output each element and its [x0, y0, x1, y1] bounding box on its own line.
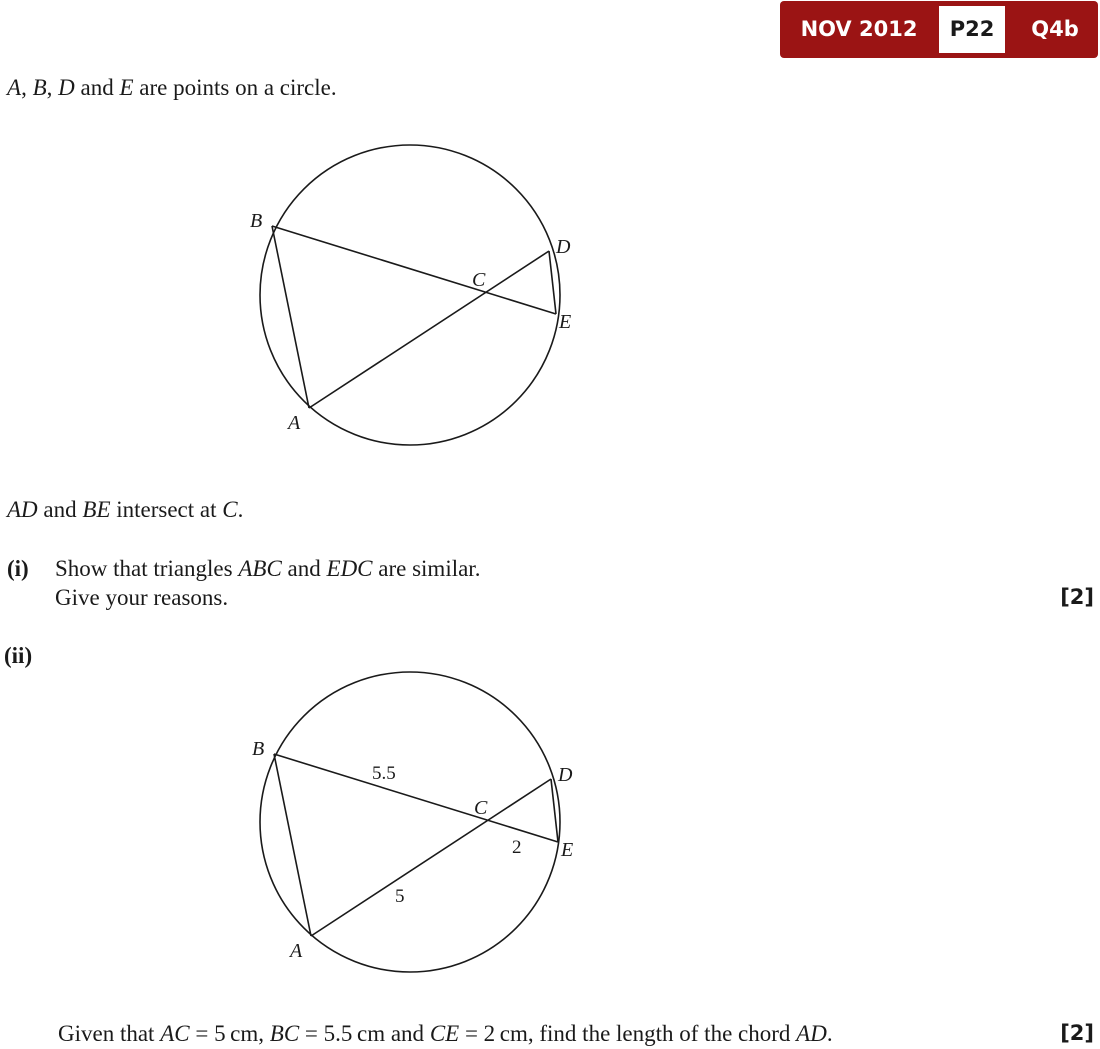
- part-ii-number: (ii): [4, 643, 33, 668]
- point-c-ref: C: [222, 497, 238, 522]
- part-ii-text-2: = 5 cm,: [189, 1021, 270, 1046]
- length-bc: 5.5: [372, 763, 396, 784]
- label-c-1: C: [472, 269, 486, 291]
- circle-2: [260, 672, 560, 972]
- intersect-sep-2: intersect at: [110, 497, 223, 522]
- length-ac: 5: [395, 886, 405, 907]
- chord-ab-2: [274, 754, 311, 936]
- label-b-2: B: [252, 738, 265, 760]
- chord-be-2: [274, 754, 558, 842]
- part-ii-text-4: = 2 cm, find the length of the chord: [459, 1021, 797, 1046]
- point-b-ref: B: [32, 75, 47, 100]
- chord-ad-ref: AD: [7, 497, 38, 522]
- segment-ac-ref: AC: [160, 1021, 190, 1046]
- label-d-2: D: [558, 764, 573, 786]
- intro-sep-3: and: [74, 75, 120, 100]
- label-e-1: E: [559, 311, 572, 333]
- paper-label: P22: [939, 6, 1005, 53]
- intro-sep-2: ,: [46, 75, 59, 100]
- intro-sep-4: are points on a circle.: [133, 75, 337, 100]
- chord-be-ref: BE: [82, 497, 111, 522]
- part-ii-text-1: Given that: [58, 1021, 161, 1046]
- length-ce: 2: [512, 837, 522, 858]
- part-i-text-2: and: [281, 556, 327, 581]
- session-label: NOV 2012: [800, 17, 918, 41]
- label-e-2: E: [561, 839, 574, 861]
- part-i-text-3: are similar.: [372, 556, 481, 581]
- part-ii-question: [58, 1021, 833, 1047]
- segment-ce-ref: CE: [429, 1021, 460, 1046]
- label-b-1: B: [250, 210, 263, 232]
- part-ii-text-3: = 5.5 cm and: [299, 1021, 430, 1046]
- question-label: Q4b: [1031, 17, 1079, 41]
- chord-ad-question-ref: AD: [796, 1021, 827, 1046]
- intersect-sep-1: and: [37, 497, 83, 522]
- part-i-line-2: Give your reasons.: [55, 585, 229, 610]
- point-a-ref: A: [7, 75, 22, 100]
- part-ii-marks: [2]: [1060, 1021, 1094, 1045]
- intro-sep-1: ,: [21, 75, 33, 100]
- point-d-ref: D: [58, 75, 75, 100]
- label-c-2: C: [474, 797, 488, 819]
- label-a-1: A: [288, 412, 301, 434]
- segment-bc-ref: BC: [269, 1021, 300, 1046]
- label-a-2: A: [290, 940, 303, 962]
- intersect-sep-3: .: [237, 497, 244, 522]
- label-d-1: D: [556, 236, 571, 258]
- part-i-text-1: Show that triangles: [55, 556, 239, 581]
- part-i-marks: [2]: [1060, 585, 1094, 609]
- point-e-ref: E: [119, 75, 134, 100]
- triangle-abc-ref: ABC: [238, 556, 282, 581]
- part-i-number: (i): [7, 556, 29, 581]
- part-ii-text-5: .: [826, 1021, 833, 1046]
- triangle-edc-ref: EDC: [326, 556, 373, 581]
